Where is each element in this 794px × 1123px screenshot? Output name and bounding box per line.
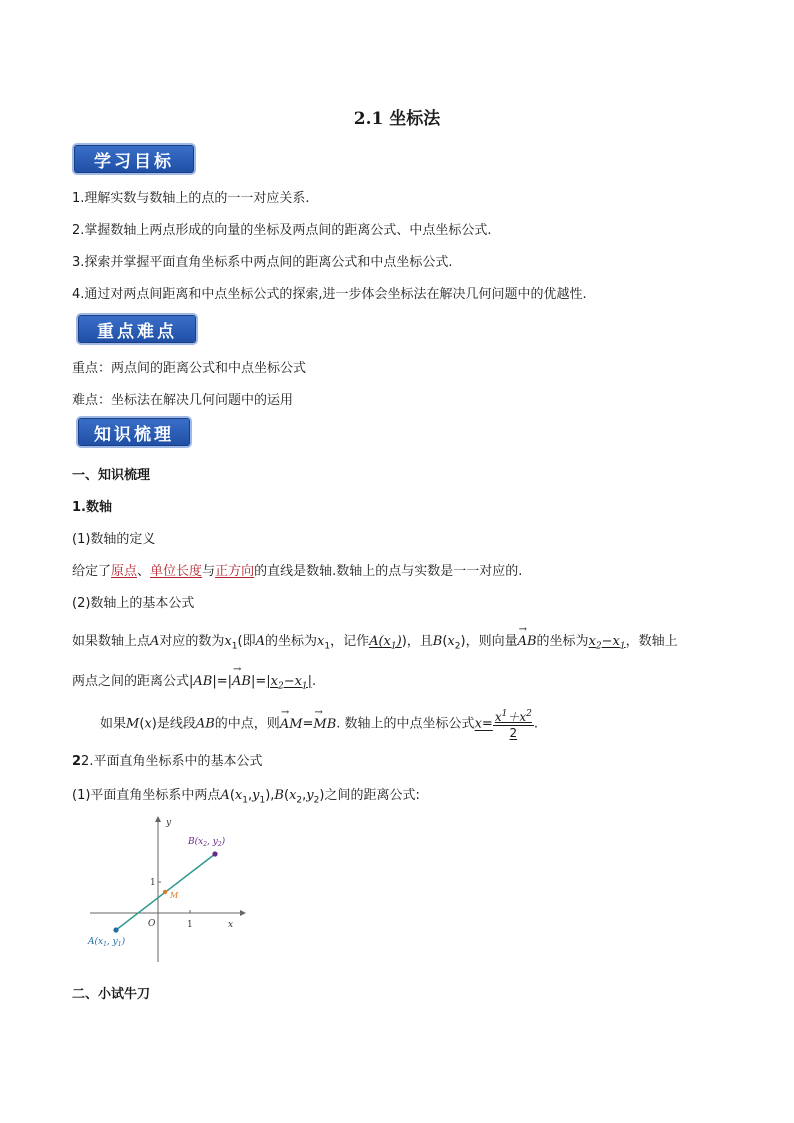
text: |=| xyxy=(212,674,232,689)
math: x xyxy=(494,710,502,724)
def-text: 的直线是数轴.数轴上的点与实数是一一对应的. xyxy=(254,564,523,579)
math-M: M xyxy=(126,716,140,732)
math-x: x xyxy=(474,716,482,732)
def-origin: 原点 xyxy=(111,564,138,579)
text: 之间的距离公式: xyxy=(324,788,420,803)
sub-plane-formulas: 22.平面直角坐标系中的基本公式 xyxy=(72,754,263,769)
text: ，则向量 xyxy=(465,634,518,649)
key-important: 重点：两点间的距离公式和中点坐标公式 xyxy=(72,361,307,376)
label-B: $B(x_2$, $y_2$) xyxy=(188,837,226,848)
text: 两点之间的距离公式| xyxy=(72,674,194,689)
text: 的坐标为 xyxy=(536,634,589,649)
plane-distance-line: (1)平面直角坐标系中两点$A(x_1,y_1),B(x_2,y_2)$之间的距离公式: xyxy=(72,788,420,806)
text: ，记作 xyxy=(330,634,370,649)
def-direction: 正方向 xyxy=(215,564,255,579)
section1-heading: 一、知识梳理 xyxy=(72,468,151,483)
def-unit-length: 单位长度 xyxy=(150,564,203,579)
sub-number-line-def: (1)数轴的定义 xyxy=(72,532,156,547)
x-axis-arrow-icon xyxy=(240,910,246,916)
objective-1: 1.理解实数与数轴上的点的一一对应关系. xyxy=(72,191,310,206)
def-text: 给定了 xyxy=(72,564,112,579)
y-axis-arrow-icon xyxy=(155,816,161,822)
vector-AM: → AM xyxy=(280,717,303,732)
objective-3: 3.探索并掌握平面直角坐标系中两点间的距离公式和中点坐标公式. xyxy=(72,255,453,270)
objective-2: 2.掌握数轴上两点形成的向量的坐标及两点间的距离公式、中点坐标公式. xyxy=(72,223,492,238)
formula-line-1: 如果数轴上点A对应的数为$x_1$(即A的坐标为$x_1$，记作$A(x_1)$)，且$B(x_2)$，则向量→ AB的坐标为$x_2-x_1$，数轴上 xyxy=(72,630,678,652)
text: = xyxy=(302,716,314,732)
point-B xyxy=(212,851,217,856)
page-title: 2.1 坐标法 xyxy=(353,109,441,129)
text: ，且 xyxy=(406,634,433,649)
text: (即 xyxy=(237,634,256,649)
section2-heading: 二、小试牛刀 xyxy=(72,987,151,1002)
text: 的中点，则 xyxy=(214,716,280,732)
text: . 数轴上的中点坐标公式 xyxy=(336,716,475,732)
text: 对应的数为 xyxy=(159,634,225,649)
label-A: $A(x_1$, $y_1$) xyxy=(88,937,126,948)
label-x: x xyxy=(228,920,234,930)
point-A xyxy=(113,927,118,932)
math-x: x xyxy=(224,634,232,649)
badge-key-points: 重点难点 xyxy=(76,313,198,345)
sub-basic-formulas: (2)数轴上的基本公式 xyxy=(72,596,195,611)
text: 的坐标为 xyxy=(264,634,317,649)
tick-label-y: 1 xyxy=(150,878,156,888)
answer-diff: $x_2-x_1$ xyxy=(588,634,626,652)
answer-Ax1: $A(x_1)$ xyxy=(369,634,402,652)
vector-AB: → AB xyxy=(232,674,251,689)
definition-line xyxy=(72,560,522,579)
vector-AB: → AB xyxy=(518,634,537,649)
math-AB: AB xyxy=(195,716,215,732)
answer-distance: $|x_2-x_1|$ xyxy=(266,674,313,692)
text: 是线段 xyxy=(156,716,196,732)
def-sep: 与 xyxy=(202,564,216,579)
formula-line-3: 如果M(x)是线段AB的中点，则→ AM=→ MB. 数轴上的中点坐标公式x= $\frac{x^1+x^2}{2}$ . xyxy=(100,708,538,740)
point-M xyxy=(163,890,167,894)
math: x xyxy=(588,634,596,649)
text: ，数轴上 xyxy=(625,634,678,649)
def-sep: 、 xyxy=(137,564,151,579)
text: 如果数轴上点 xyxy=(72,634,151,649)
label-M: M xyxy=(170,891,179,900)
tick-label-x: 1 xyxy=(187,920,193,930)
math: A(x xyxy=(369,634,391,649)
text: |= xyxy=(250,674,267,689)
key-difficult: 难点：坐标法在解决几何问题中的运用 xyxy=(72,393,294,408)
label-y: y xyxy=(166,818,172,828)
midpoint-fraction: $\frac{x^1+x^2}{2}$ xyxy=(494,709,532,740)
math-A: A xyxy=(255,634,265,649)
math-AB: AB xyxy=(193,674,213,689)
badge-knowledge: 知识梳理 xyxy=(76,416,192,448)
text: 如果 xyxy=(100,716,127,732)
objective-4: 4.通过对两点间距离和中点坐标公式的探索,进一步体会坐标法在解决几何问题中的优越性. xyxy=(72,287,587,302)
coordinate-figure xyxy=(70,812,260,972)
math-B: B xyxy=(432,634,443,649)
sub-number-line xyxy=(72,496,112,515)
text: (1)平面直角坐标系中两点 xyxy=(72,788,221,803)
denominator: 2 xyxy=(509,726,518,740)
math-A: A xyxy=(150,634,160,649)
math-x: x xyxy=(316,634,325,649)
badge-objectives: 学习目标 xyxy=(72,143,196,175)
vector-MB: → MB xyxy=(313,717,336,732)
sub-number-line-text: 1.数轴 xyxy=(72,500,112,515)
label-origin: O xyxy=(148,919,156,929)
text: 2.平面直角坐标系中的基本公式 xyxy=(81,754,263,769)
formula-line-2: 两点之间的距离公式$|AB|=|\to AB|=|x_2-x_1|$. xyxy=(72,670,316,692)
math: |x xyxy=(266,674,278,689)
